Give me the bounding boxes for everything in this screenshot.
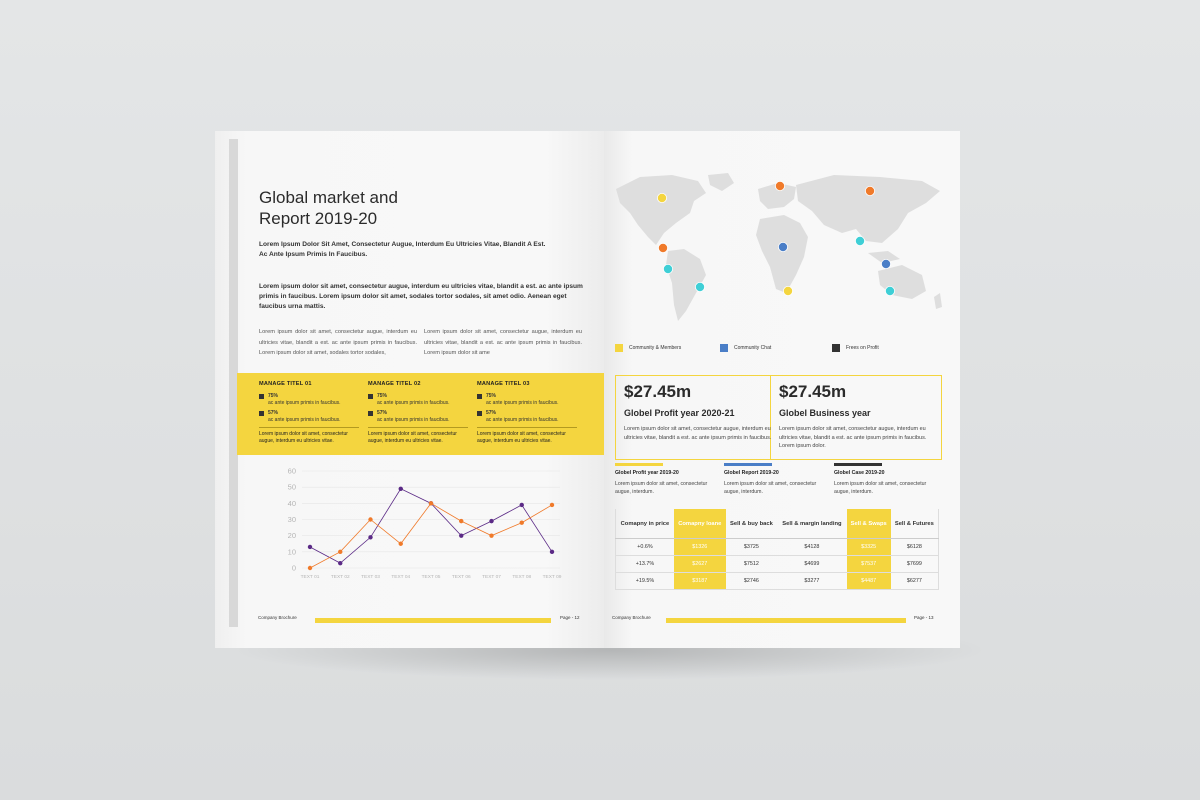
manage-description: Lorem ipsum dolor sit amet, consectetur augue, interdum eu ultricies vitae.: [368, 427, 468, 445]
col-header: Comapny loane: [674, 509, 726, 539]
bullet-square-icon: [259, 411, 264, 416]
data-point: [550, 503, 554, 507]
map-pin-icon: [778, 242, 787, 251]
title-line-2: Report 2019-20: [259, 209, 378, 228]
asia-shape: [796, 175, 940, 243]
table-cell: $3725: [726, 539, 777, 556]
legend-label: Frees on Profit: [846, 345, 879, 351]
x-tick-label: TEXT 07: [482, 575, 501, 580]
footer-bar: [666, 618, 906, 623]
report-title: Globel Profit year 2019-20: [615, 470, 679, 476]
map-pin-icon: [885, 286, 894, 295]
legend-item: [832, 344, 879, 352]
table-header-row: [616, 509, 939, 539]
stat-percent: 57%: [486, 410, 497, 416]
data-point: [550, 550, 554, 554]
stat-item: [259, 410, 359, 423]
y-tick-label: 60: [287, 466, 296, 476]
north-america-shape: [616, 175, 706, 245]
report-description: Lorem ipsum dolor sit amet, consectetur augue, interdum.: [834, 481, 927, 496]
page-title: [259, 187, 398, 229]
kpi-label: Globel Profit year 2020-21: [624, 408, 735, 418]
kpi-value: $27.45m: [624, 382, 692, 401]
data-point: [338, 550, 342, 554]
bullet-square-icon: [477, 394, 482, 399]
bullet-square-icon: [368, 394, 373, 399]
table-row: [616, 573, 939, 590]
intro-paragraph: Lorem ipsum dolor sit amet, consectetur augue, interdum eu ultricies vitae, blandit a est. ac ante ipsum primis in faucibus. Lorem ipsum dolor sit amet, sodales tortor sodales, sit amet odio. Aenean eget faucibus urna mattis.: [259, 283, 583, 310]
stat-text: ac ante ipsum primis in faucibus.: [268, 416, 341, 423]
legend-swatch: [720, 344, 728, 352]
world-map: [610, 171, 950, 326]
manage-band: [237, 373, 604, 455]
y-tick-label: 20: [287, 531, 296, 541]
legend-item: [720, 344, 771, 352]
x-tick-label: TEXT 08: [512, 575, 532, 580]
map-pin-icon: [775, 181, 784, 190]
data-point: [459, 519, 463, 523]
data-point: [368, 517, 372, 521]
map-pin-icon: [865, 186, 874, 195]
bullet-square-icon: [368, 411, 373, 416]
y-tick-label: 50: [287, 482, 296, 492]
map-pin-icon: [658, 243, 667, 252]
australia-shape: [878, 265, 926, 299]
report-color-bar: [724, 463, 772, 466]
manage-block-2: [368, 381, 468, 445]
table-cell: $6128: [891, 539, 939, 556]
x-tick-label: TEXT 09: [542, 575, 562, 580]
body-column-2: Lorem ipsum dolor sit amet, consectetur augue, interdum eu ultricies vitae, blandit a est. ac ante ipsum primis in faucibus. Lorem ipsum dolor sit ame: [424, 329, 582, 356]
kpi-description: Lorem ipsum dolor sit amet, consectetur augue, interdum eu ultricies vitae, blandit a est. ac ante ipsum primis in faucibus. Lorem ipsum dolor.: [779, 426, 927, 449]
table-row: [616, 556, 939, 573]
x-tick-label: TEXT 05: [421, 575, 441, 580]
report-block: [834, 463, 934, 497]
stat-text: ac ante ipsum primis in faucibus.: [377, 399, 450, 406]
kpi-description: Lorem ipsum dolor sit amet, consectetur augue, interdum eu ultricies vitae, blandit a est. ac ante ipsum primis in faucibus.: [624, 426, 772, 441]
data-point: [308, 566, 312, 570]
stat-item: [368, 393, 468, 406]
stat-percent: 75%: [377, 393, 388, 399]
map-pin-icon: [695, 282, 704, 291]
table-cell: $7699: [891, 556, 939, 573]
kpi-card: [624, 376, 774, 442]
stat-percent: 57%: [377, 410, 388, 416]
x-tick-label: TEXT 03: [361, 575, 380, 580]
subtitle: Lorem Ipsum Dolor Sit Amet, Consectetur Augue, Interdum Eu Ultricies Vitae, Blandit A Est. Ac Ante Ipsum Primis In Faucibus.: [259, 241, 546, 258]
y-tick-label: 40: [287, 498, 296, 508]
manage-block-3: [477, 381, 577, 445]
report-title: Globel Report 2019-20: [724, 470, 779, 476]
table-cell: $3187: [674, 573, 726, 590]
map-pin-icon: [855, 236, 864, 245]
stat-item: [368, 410, 468, 423]
map-pin-icon: [881, 259, 890, 268]
col-header: Sell & Swaps: [847, 509, 891, 539]
y-tick-label: 10: [287, 547, 296, 557]
stat-percent: 75%: [486, 393, 497, 399]
africa-shape: [756, 215, 808, 293]
stat-item: [477, 393, 577, 406]
footer-bar: [315, 618, 551, 623]
line-chart: [280, 465, 565, 585]
table-cell: $1326: [674, 539, 726, 556]
report-title: Globel Case 2019-20: [834, 470, 885, 476]
stat-text: ac ante ipsum primis in faucibus.: [486, 416, 559, 423]
kpi-card: [779, 376, 929, 451]
right-page: [604, 131, 960, 648]
data-point: [399, 487, 403, 491]
table-cell: $2627: [674, 556, 726, 573]
manage-title: MANAGE TITEL 02: [368, 381, 421, 387]
title-line-1: Global market and: [259, 188, 398, 207]
data-point: [489, 533, 493, 537]
data-point: [338, 561, 342, 565]
report-description: Lorem ipsum dolor sit amet, consectetur augue, interdum.: [615, 481, 708, 496]
manage-description: Lorem ipsum dolor sit amet, consectetur augue, interdum eu ultricies vitae.: [259, 427, 359, 445]
data-point: [459, 533, 463, 537]
manage-block-1: [259, 381, 359, 445]
table-row: [616, 539, 939, 556]
open-brochure: [215, 131, 960, 648]
page-number: Page - 13: [914, 615, 934, 620]
manage-description: Lorem ipsum dolor sit amet, consectetur augue, interdum eu ultricies vitae.: [477, 427, 577, 445]
footer-brand: Company Brochure: [258, 615, 297, 620]
map-pin-icon: [657, 193, 666, 202]
report-description: Lorem ipsum dolor sit amet, consectetur augue, interdum.: [724, 481, 817, 496]
data-point: [399, 542, 403, 546]
col-header: Comapny in price: [616, 509, 674, 539]
table-cell: $7537: [847, 556, 891, 573]
data-point: [368, 535, 372, 539]
data-point: [308, 545, 312, 549]
stat-text: ac ante ipsum primis in faucibus.: [486, 399, 559, 406]
data-point: [489, 519, 493, 523]
footer-brand: Company Brochure: [612, 615, 651, 620]
kpi-panel: [615, 375, 942, 460]
finance-table: [615, 509, 939, 590]
table-cell: $4487: [847, 573, 891, 590]
col-header: Sell & Futures: [891, 509, 939, 539]
table-cell: $3277: [777, 573, 847, 590]
stat-percent: 75%: [268, 393, 279, 399]
manage-title: MANAGE TITEL 03: [477, 381, 530, 387]
table-cell: +19.5%: [616, 573, 674, 590]
legend-label: Community Chat: [734, 345, 772, 351]
legend-label: Community & Members: [629, 345, 682, 351]
y-tick-label: 0: [291, 563, 296, 573]
body-column-1: Lorem ipsum dolor sit amet, consectetur augue, interdum eu ultricies vitae, blandit a est. ac ante ipsum primis in faucibus. Lorem ipsum dolor sit amet, sodales tortor sodales,: [259, 329, 417, 356]
map-pin-icon: [663, 264, 672, 273]
table-cell: +13.7%: [616, 556, 674, 573]
table-cell: $3325: [847, 539, 891, 556]
legend-item: [615, 344, 681, 352]
greenland-shape: [708, 173, 734, 191]
stat-text: ac ante ipsum primis in faucibus.: [268, 399, 341, 406]
legend-swatch: [832, 344, 840, 352]
stat-percent: 57%: [268, 410, 279, 416]
new-zealand-shape: [934, 293, 942, 309]
stat-item: [477, 410, 577, 423]
page-number: Page - 12: [560, 615, 580, 620]
data-point: [429, 501, 433, 505]
map-pin-icon: [783, 286, 792, 295]
table-cell: $2746: [726, 573, 777, 590]
bullet-square-icon: [259, 394, 264, 399]
stat-text: ac ante ipsum primis in faucibus.: [377, 416, 450, 423]
data-point: [520, 503, 524, 507]
y-tick-label: 30: [287, 515, 296, 524]
col-header: Sell & margin landing: [777, 509, 847, 539]
table-cell: $6277: [891, 573, 939, 590]
x-tick-label: TEXT 04: [391, 575, 411, 580]
table-cell: $4699: [777, 556, 847, 573]
table-cell: $4128: [777, 539, 847, 556]
manage-title: MANAGE TITEL 01: [259, 381, 312, 387]
report-block: [724, 463, 824, 497]
stat-item: [259, 393, 359, 406]
kpi-label: Globel Business year: [779, 408, 871, 418]
table-cell: $7512: [726, 556, 777, 573]
x-tick-label: TEXT 02: [330, 575, 350, 580]
report-block: [615, 463, 715, 497]
x-tick-label: TEXT 01: [300, 575, 320, 580]
report-color-bar: [615, 463, 663, 466]
col-header: Sell & buy back: [726, 509, 777, 539]
data-point: [520, 521, 524, 525]
bullet-square-icon: [477, 411, 482, 416]
legend-swatch: [615, 344, 623, 352]
table-cell: +0.6%: [616, 539, 674, 556]
left-page: [215, 131, 604, 648]
report-color-bar: [834, 463, 882, 466]
x-tick-label: TEXT 06: [451, 575, 471, 580]
kpi-value: $27.45m: [779, 382, 847, 401]
